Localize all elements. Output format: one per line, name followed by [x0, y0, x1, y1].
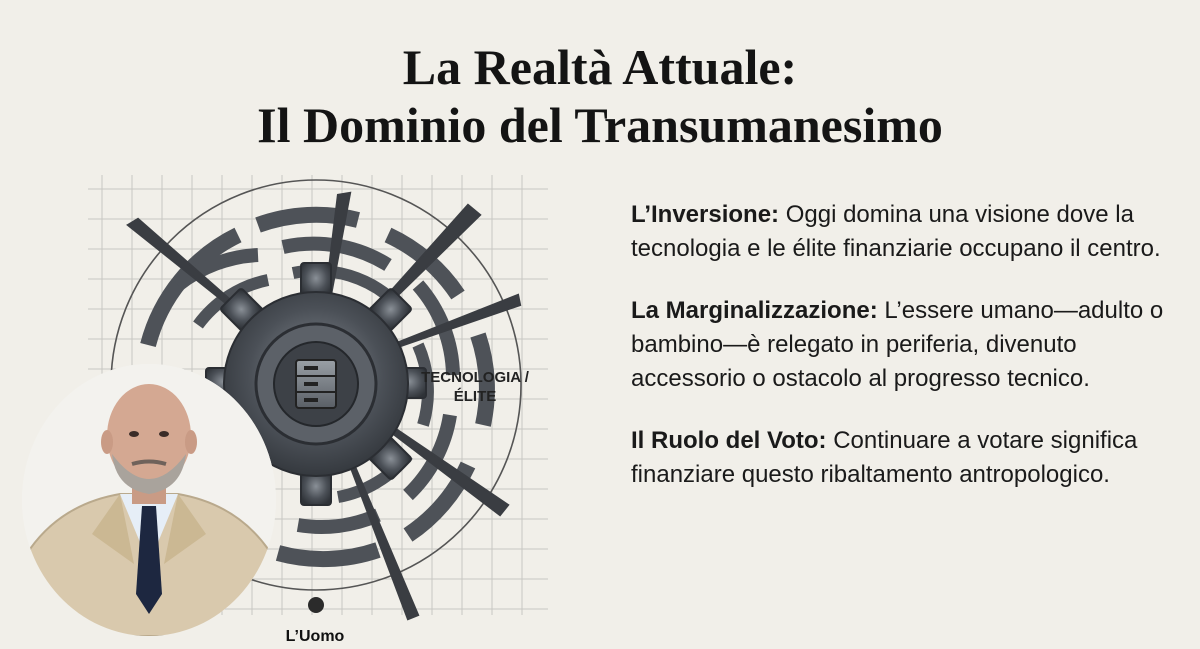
point-text: Oggi domina una visione dove la tecnologia e le élite finanziarie occupano il centro.: [631, 201, 1161, 262]
point-heading: L’Inversione:: [631, 201, 780, 228]
point-vote-role: [631, 424, 1176, 492]
point-heading: Il Ruolo del Voto:: [631, 427, 827, 454]
key-points: [631, 198, 1176, 520]
title-line-2: Il Dominio del Transumanesimo: [257, 97, 943, 153]
speaker-portrait: [22, 364, 276, 636]
slide-title: [0, 38, 1200, 154]
point-marginalization: [631, 294, 1176, 396]
person-label: L’Uomo: [285, 628, 345, 645]
point-text: Continuare a votare significa finanziare questo ribaltamento antropologico.: [631, 427, 1138, 488]
portrait-illustration: [22, 364, 276, 636]
point-heading: La Marginalizzazione:: [631, 297, 878, 324]
title-line-1: La Realtà Attuale:: [402, 39, 798, 95]
center-label: [405, 368, 545, 406]
center-label-line-1: TECNOLOGIA /: [421, 369, 529, 386]
center-label-line-2: ÉLITE: [453, 388, 497, 405]
server-icon: [296, 360, 336, 408]
point-text: L’essere umano—adulto o bambino—è relegato in periferia, divenuto accessorio o ostacolo al progresso tecnico.: [631, 297, 1164, 392]
point-inversion: [631, 198, 1176, 266]
person-node: [308, 597, 324, 613]
